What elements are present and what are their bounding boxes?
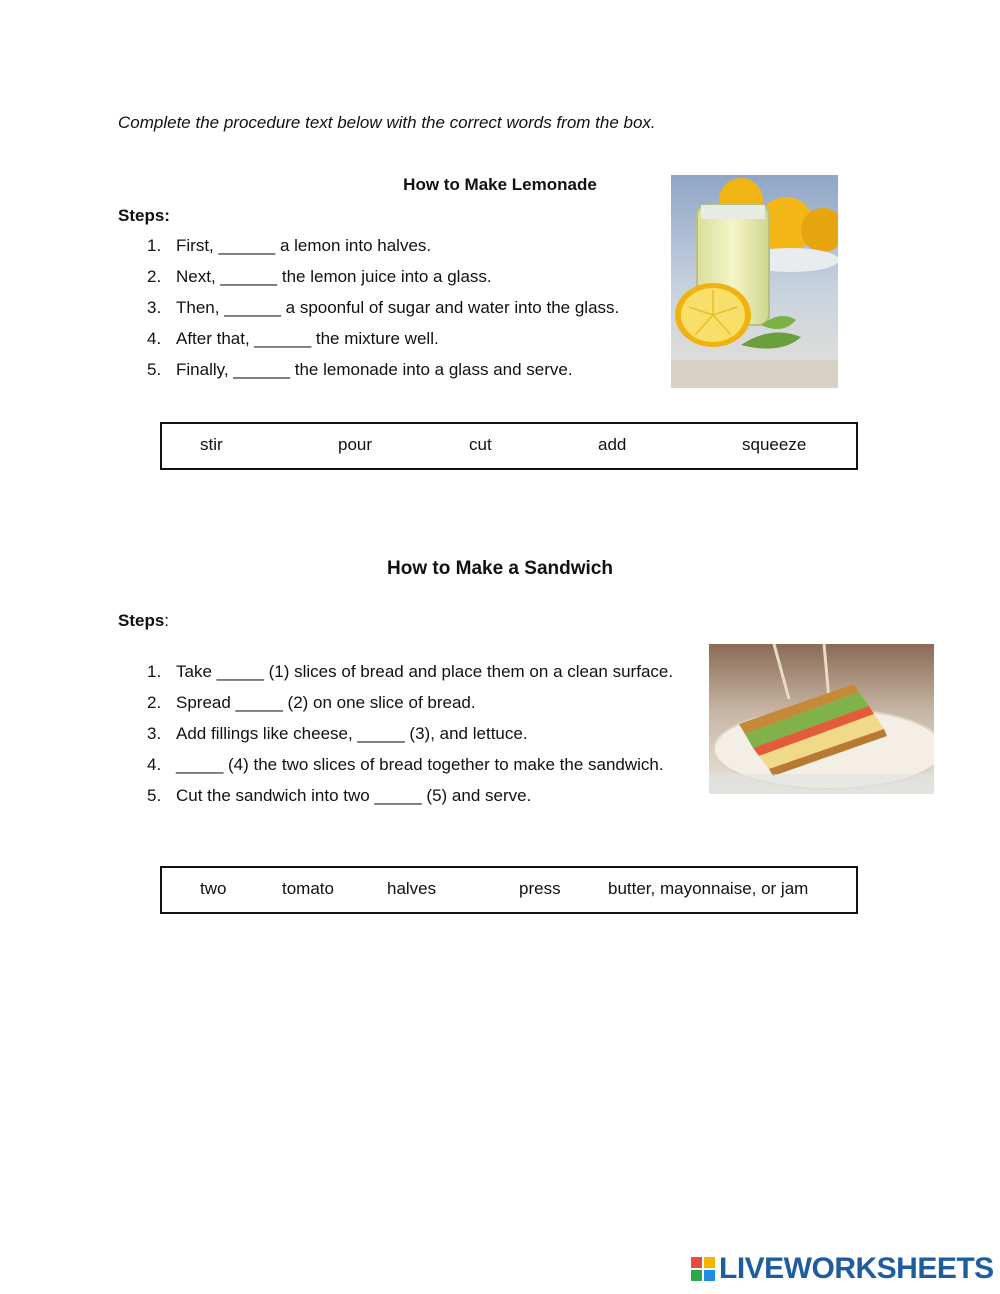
sandwich-word-box [160, 866, 858, 914]
word-option: butter, mayonnaise, or jam [608, 879, 809, 898]
lemonade-steps-list [118, 230, 619, 385]
list-item: 2. Spread _____ (2) on one slice of bread. [147, 693, 476, 712]
lemonade-photo [671, 175, 838, 388]
word-option: halves [387, 879, 437, 898]
sandwich-steps-list [118, 656, 673, 811]
word-option: stir [200, 435, 223, 454]
sandwich-steps-label: Steps: [118, 611, 170, 630]
list-item: 4. _____ (4) the two slices of bread together to make the sandwich. [147, 755, 664, 774]
word-option: squeeze [742, 435, 807, 454]
list-item: 5. Finally, ______ the lemonade into a glass and serve. [147, 360, 573, 379]
word-option: pour [338, 435, 373, 454]
word-option: cut [469, 435, 492, 454]
list-item: 3. Then, ______ a spoonful of sugar and water into the glass. [147, 298, 620, 317]
list-item: 1. First, ______ a lemon into halves. [147, 236, 432, 255]
logo-text: LIVEWORKSHEETS [719, 1252, 994, 1285]
list-item: 3. Add fillings like cheese, _____ (3), and lettuce. [147, 724, 528, 743]
word-option: press [519, 879, 561, 898]
list-item: 5. Cut the sandwich into two _____ (5) and serve. [147, 786, 532, 805]
list-item: 4. After that, ______ the mixture well. [147, 329, 439, 348]
lemonade-steps-label: Steps: [118, 206, 170, 225]
list-item: 1. Take _____ (1) slices of bread and place them on a clean surface. [147, 662, 674, 681]
word-option: add [598, 435, 627, 454]
word-option: two [200, 879, 227, 898]
logo-grid-icon [691, 1257, 715, 1281]
sandwich-photo [709, 644, 934, 794]
lemonade-word-box [160, 422, 858, 470]
liveworksheets-logo [691, 1252, 994, 1286]
list-item: 2. Next, ______ the lemon juice into a glass. [147, 267, 492, 286]
sandwich-title: How to Make a Sandwich [387, 558, 613, 579]
lemonade-title: How to Make Lemonade [403, 175, 597, 194]
instruction-text: Complete the procedure text below with the correct words from the box. [118, 113, 656, 132]
word-option: tomato [282, 879, 334, 898]
